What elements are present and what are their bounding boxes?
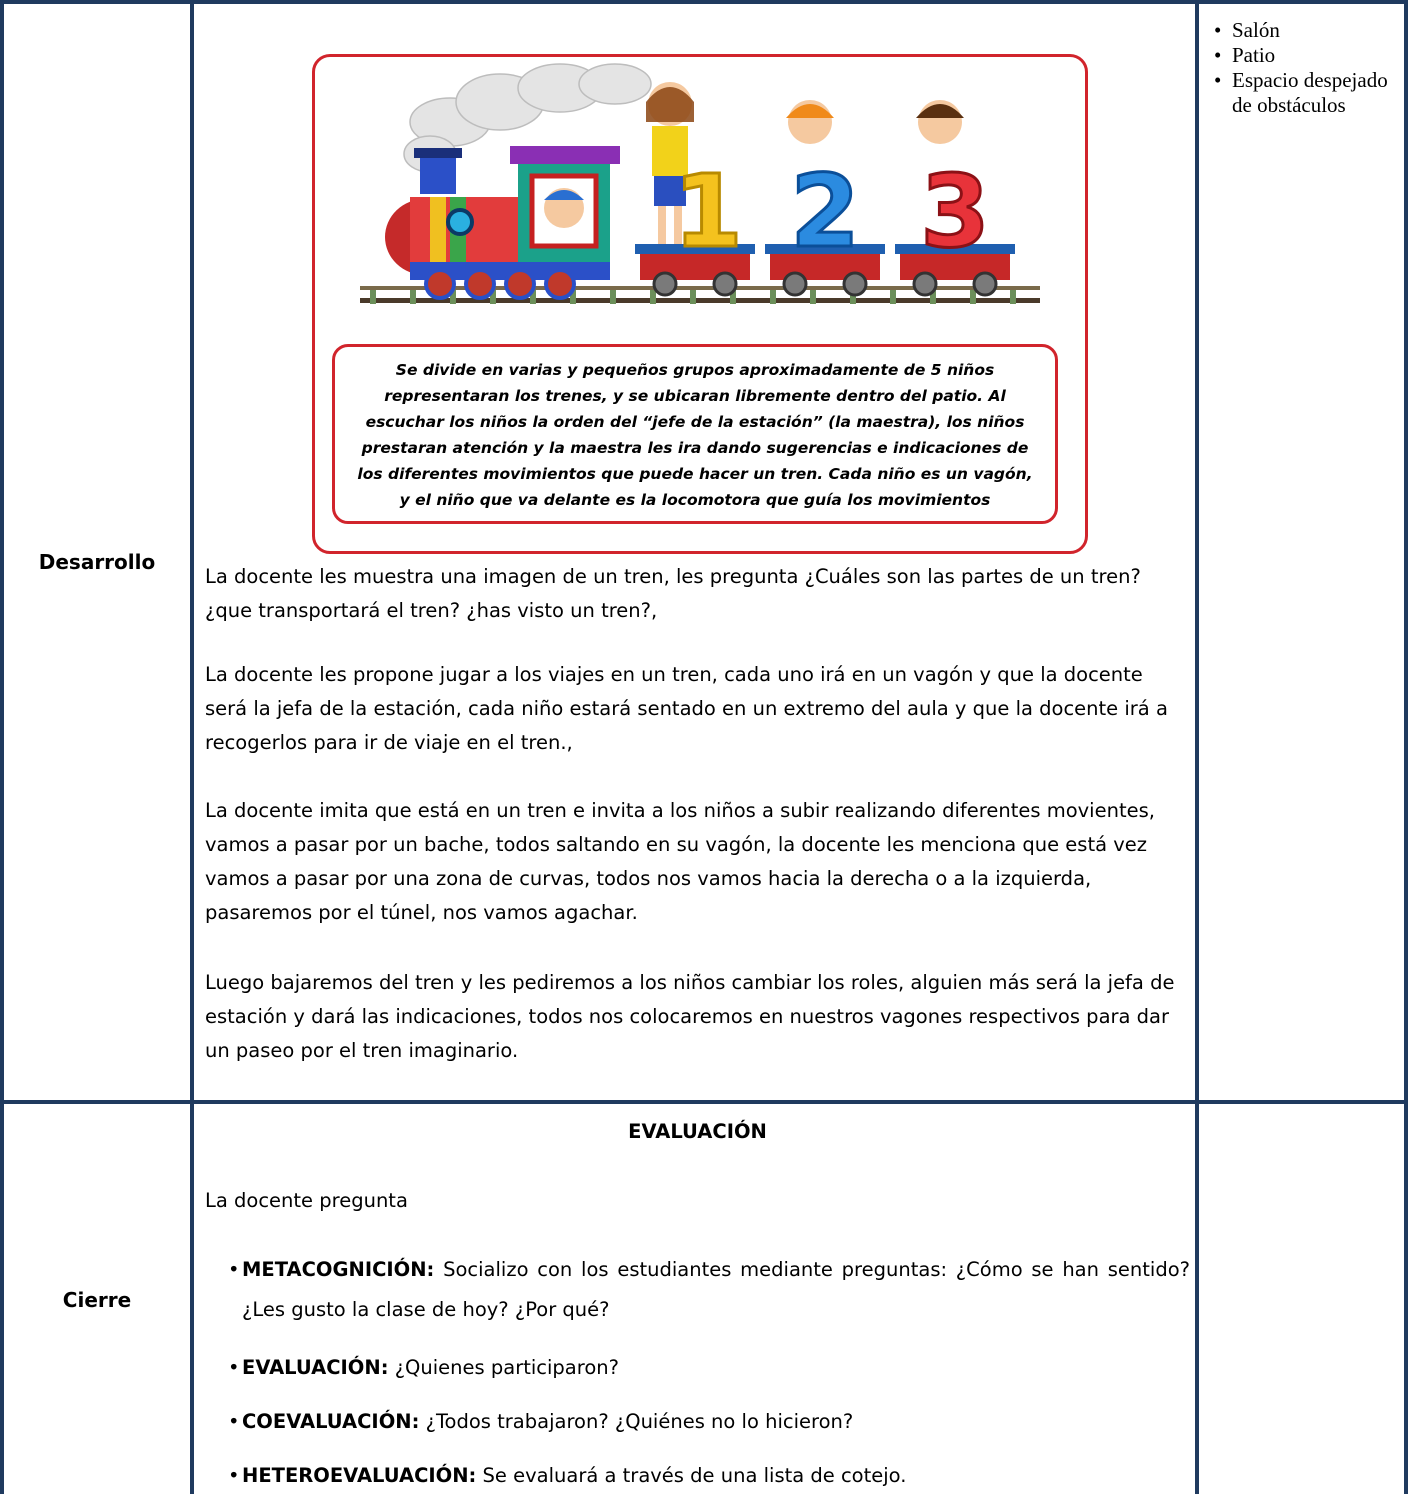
wagon-number-1: 1 [673, 153, 743, 270]
item-label: COEVALUACIÓN: [242, 1410, 420, 1433]
evaluation-list [228, 1250, 1190, 1496]
resource-item: • Patio [1212, 43, 1392, 68]
locomotive [385, 146, 620, 298]
evaluation-intro: La docente pregunta [205, 1189, 408, 1212]
resource-item: • Espacio despejado de obstáculos [1212, 68, 1392, 118]
desarrollo-paragraph-1: La docente les muestra una imagen de un tren, les pregunta ¿Cuáles son las partes de un tren? ¿que transportará el tren? ¿has visto un tren?, [205, 565, 1141, 622]
desarrollo-paragraph-4: Luego bajaremos del tren y les pediremos a los niños cambiar los roles, alguien más será la jefa de estación y dará las indicaciones, todos nos colocaremos en nuestros vagones respectivos para dar un paseo por el tren imaginario. [205, 971, 1175, 1062]
desarrollo-paragraph-2: La docente les propone jugar a los viajes en un tren, cada uno irá en un vagón y que la docente será la jefa de la estación, cada niño estará sentado en un extremo del aula y que la docente irá a recogerlos para ir de viaje en el tren., [205, 663, 1168, 754]
table-right-border [1404, 0, 1408, 1494]
list-item [228, 1456, 1190, 1496]
resources-list [1212, 18, 1392, 118]
table-left-border [0, 0, 4, 1494]
list-item [228, 1402, 1190, 1442]
train-illustration [340, 62, 1060, 334]
list-item [228, 1348, 1190, 1388]
illustration-caption: Se divide en varias y pequeños grupos aproximadamente de 5 niños representaran los trenes, y se ubicaran libremente dentro del patio. Al escuchar los niños la orden del “jefe de la estación” (la maestra), los niños prestaran atención y la maestra les ira dando sugerencias e indicaciones de los diferentes movimientos que puede hacer un tren. Cada niño es un vagón, y el niño que va delante es la locomotora que guía los movimientos [332, 344, 1058, 524]
item-text: Se evaluará a través de una lista de cotejo. [476, 1464, 907, 1487]
item-text: Socializo con los estudiantes mediante preguntas: ¿Cómo se han sentido? ¿Les gusto la clase de hoy? ¿Por qué? [242, 1258, 1190, 1321]
item-label: EVALUACIÓN: [242, 1356, 389, 1379]
item-label: METACOGNICIÓN: [242, 1258, 435, 1281]
evaluation-title: EVALUACIÓN [628, 1120, 767, 1143]
resource-item: • Salón [1212, 18, 1392, 43]
wagon-number-2: 2 [790, 153, 860, 270]
row-label-cierre: Cierre [62, 1288, 132, 1312]
row-label-desarrollo: Desarrollo [38, 550, 156, 574]
item-label: HETEROEVALUACIÓN: [242, 1464, 477, 1487]
train-tracks [360, 286, 1040, 304]
column-divider-1 [190, 0, 194, 1494]
desarrollo-paragraph-3: La docente imita que está en un tren e invita a los niños a subir realizando diferentes movientes, vamos a pasar por un bache, todos saltando en su vagón, la docente les menciona que está vez vamos a pasar por una zona de curvas, todos nos vamos hacia la derecha o a la izquierda, pasaremos por el túnel, nos vamos agachar. [205, 799, 1155, 924]
item-text: ¿Todos trabajaron? ¿Quiénes no lo hicieron? [419, 1410, 854, 1433]
column-divider-2 [1195, 0, 1199, 1494]
list-item [228, 1250, 1190, 1330]
wagon-number-3: 3 [920, 153, 990, 270]
item-text: ¿Quienes participaron? [388, 1356, 619, 1379]
